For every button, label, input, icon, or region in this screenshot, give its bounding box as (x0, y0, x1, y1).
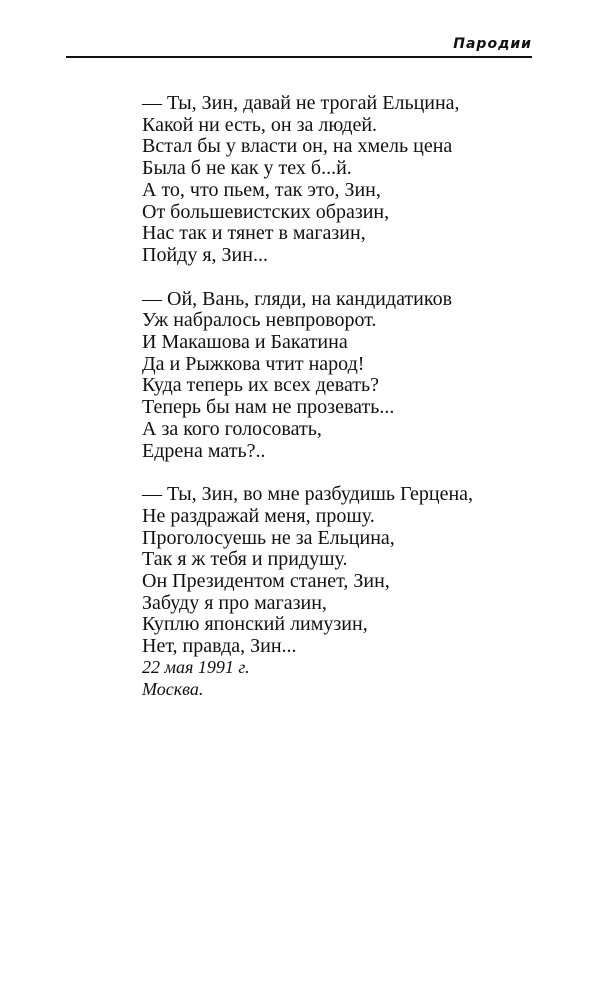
signature-date: 22 мая 1991 г. (142, 657, 250, 677)
poem-line: От большевистских образин, (142, 200, 390, 223)
signature-place: Москва. (142, 679, 204, 699)
poem-body (142, 93, 473, 680)
poem-line: Какой ни есть, он за людей. (142, 113, 378, 136)
poem-line: Куда теперь их всех девать? (142, 374, 380, 397)
poem-line: Не раздражай меня, прошу. (142, 504, 375, 527)
poem-line: Теперь бы нам не прозевать... (142, 396, 395, 419)
poem-signature (142, 656, 250, 700)
poem-line: Пойду я, Зин... (142, 243, 268, 266)
poem-line: Нас так и тянет в магазин, (142, 222, 366, 245)
poem-line: — Ты, Зин, давай не трогай Ельцина, (142, 92, 460, 114)
poem-line: — Ой, Вань, гляди, на кандидатиков (142, 287, 453, 310)
poem-line: А то, что пьем, так это, Зин, (142, 178, 381, 201)
stanza-1 (142, 93, 473, 267)
stanza-2 (142, 289, 473, 463)
poem-line: — Ты, Зин, во мне разбудишь Герцена, (142, 483, 474, 506)
header-divider (66, 56, 532, 58)
poem-line: Он Президентом станет, Зин, (142, 570, 390, 593)
poem-line: Проголосуешь не за Ельцина, (142, 526, 395, 549)
poem-line: А за кого голосовать, (142, 417, 322, 440)
poem-line: Едрена мать?.. (142, 439, 266, 462)
poem-line: Так я ж тебя и придушу. (142, 548, 348, 571)
stanza-3 (142, 484, 473, 658)
poem-line: Была б не как у тех б...й. (142, 157, 352, 180)
poem-line: Забуду я про магазин, (142, 591, 327, 614)
running-header-title: Пародии (453, 36, 532, 52)
poem-line: И Макашова и Бакатина (142, 331, 348, 354)
poem-line: Уж набралось невпроворот. (142, 309, 377, 332)
poem-line: Куплю японский лимузин, (142, 613, 368, 636)
poem-line: Встал бы у власти он, на хмель цена (142, 135, 453, 158)
poem-line: Нет, правда, Зин... (142, 635, 297, 658)
poem-line: Да и Рыжкова чтит народ! (142, 352, 365, 375)
